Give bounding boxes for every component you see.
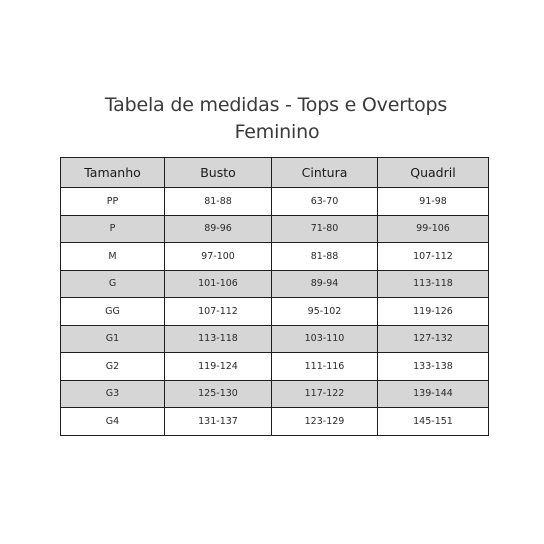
quadril-cell: 133-138: [378, 353, 489, 381]
size-chart-table: [60, 157, 489, 436]
table-row: [61, 325, 489, 353]
busto-cell: 119-124: [165, 353, 272, 381]
size-cell: G1: [61, 325, 165, 353]
table-row: [61, 408, 489, 436]
quadril-cell: 91-98: [378, 188, 489, 216]
busto-cell: 101-106: [165, 270, 272, 298]
table-row: [61, 298, 489, 326]
cintura-cell: 103-110: [272, 325, 378, 353]
cintura-cell: 111-116: [272, 353, 378, 381]
size-cell: GG: [61, 298, 165, 326]
quadril-cell: 107-112: [378, 243, 489, 271]
quadril-cell: 99-106: [378, 215, 489, 243]
busto-cell: 125-130: [165, 380, 272, 408]
busto-cell: 131-137: [165, 408, 272, 436]
size-cell: G3: [61, 380, 165, 408]
quadril-cell: 113-118: [378, 270, 489, 298]
cintura-cell: 63-70: [272, 188, 378, 216]
table-row: [61, 188, 489, 216]
table-header-row: [61, 158, 489, 188]
size-cell: G2: [61, 353, 165, 381]
cintura-cell: 95-102: [272, 298, 378, 326]
table-row: [61, 270, 489, 298]
table-row: [61, 353, 489, 381]
table-row: [61, 215, 489, 243]
size-cell: G4: [61, 408, 165, 436]
busto-cell: 89-96: [165, 215, 272, 243]
header-quadril: Quadril: [378, 158, 489, 188]
cintura-cell: 89-94: [272, 270, 378, 298]
header-cintura: Cintura: [272, 158, 378, 188]
quadril-cell: 139-144: [378, 380, 489, 408]
cintura-cell: 81-88: [272, 243, 378, 271]
quadril-cell: 145-151: [378, 408, 489, 436]
size-cell: P: [61, 215, 165, 243]
cintura-cell: 117-122: [272, 380, 378, 408]
size-cell: M: [61, 243, 165, 271]
title-block: [0, 92, 544, 146]
busto-cell: 113-118: [165, 325, 272, 353]
busto-cell: 107-112: [165, 298, 272, 326]
page-subtitle: Feminino: [234, 121, 320, 143]
table-row: [61, 380, 489, 408]
page-title: Tabela de medidas - Tops e Overtops: [104, 94, 448, 116]
quadril-cell: 119-126: [378, 298, 489, 326]
quadril-cell: 127-132: [378, 325, 489, 353]
size-cell: PP: [61, 188, 165, 216]
busto-cell: 97-100: [165, 243, 272, 271]
cintura-cell: 123-129: [272, 408, 378, 436]
header-busto: Busto: [165, 158, 272, 188]
size-cell: G: [61, 270, 165, 298]
cintura-cell: 71-80: [272, 215, 378, 243]
table-row: [61, 243, 489, 271]
busto-cell: 81-88: [165, 188, 272, 216]
header-tamanho: Tamanho: [61, 158, 165, 188]
